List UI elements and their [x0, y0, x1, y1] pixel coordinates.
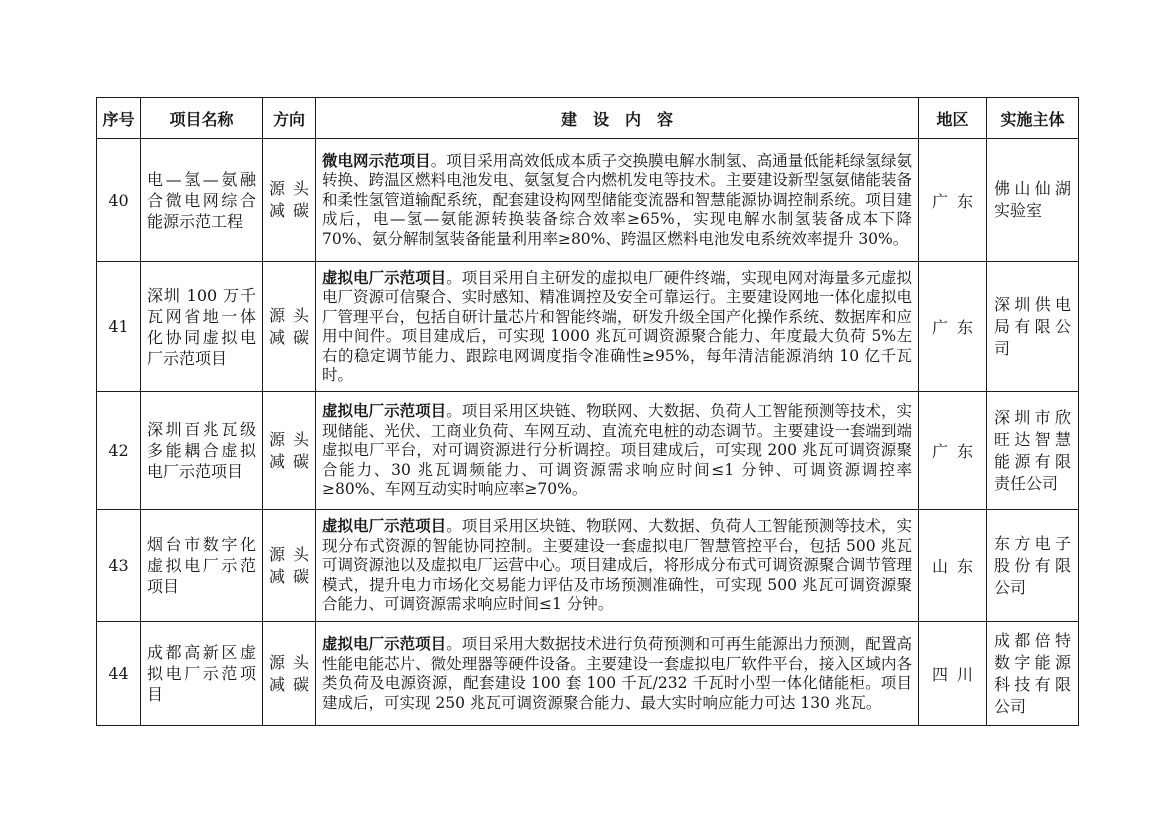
- cell-project-name: 深圳 100 万千瓦网省地一体化协同虚拟电厂示范项目: [141, 262, 263, 392]
- cell-region: 广东: [919, 139, 987, 262]
- cell-no: 43: [97, 510, 141, 622]
- table-row: [97, 139, 1079, 262]
- content-lead-bold: 微电网示范项目: [322, 150, 431, 170]
- content-lead-bold: 虚拟电厂示范项目: [322, 634, 447, 653]
- cell-direction: 源头减碳: [263, 392, 316, 510]
- table-header-row: [97, 98, 1079, 139]
- cell-no: 42: [97, 392, 141, 510]
- cell-content: [316, 392, 919, 510]
- cell-entity: 佛山仙湖实验室: [987, 139, 1079, 262]
- cell-direction: 源头减碳: [263, 510, 316, 622]
- cell-no: 41: [97, 262, 141, 392]
- table-row: [97, 622, 1079, 726]
- content-body: 。项目采用区块链、物联网、大数据、负荷人工智能预测等技术，实现储能、光伏、工商业负荷、车网互动、直流充电桩的动态调节。主要建设一套端到端虚拟电厂平台，对可调资源进行分析调控。项目建成后，可实现 200 兆瓦可调资源聚合能力、30 兆瓦调频能力、可调资源需求响应时间≤1 分钟、可调资源调控率≥80%、车网互动实时响应率≥70%。: [322, 402, 912, 499]
- table-row: [97, 392, 1079, 510]
- cell-project-name: 烟台市数字化虚拟电厂示范项目: [141, 510, 263, 622]
- cell-direction: 源头减碳: [263, 622, 316, 726]
- cell-region: 广东: [919, 392, 987, 510]
- cell-entity: 东方电子股份有限公司: [987, 510, 1079, 622]
- content-lead-bold: 虚拟电厂示范项目: [322, 516, 447, 536]
- content-body: 。项目采用区块链、物联网、大数据、负荷人工智能预测等技术，实现分布式资源的智能协同控制。主要建设一套虚拟电厂智慧管控平台，包括 500 兆瓦可调资源池以及虚拟电厂运营中心。项目建成后，将形成分布式可调资源聚合调节管理模式，提升电力市场化交易能力评估及市场预测准确性，可实现 500 兆瓦可调资源聚合能力、可调资源需求响应时间≤1 分钟。: [322, 517, 912, 614]
- header-cell-entity: 实施主体: [987, 98, 1079, 139]
- cell-project-name: 电—氢—氨融合微电网综合能源示范工程: [141, 139, 263, 262]
- cell-direction: 源头减碳: [263, 262, 316, 392]
- cell-direction: 源头减碳: [263, 139, 316, 262]
- cell-content: [316, 510, 919, 622]
- cell-entity: 深圳供电局有限公司: [987, 262, 1079, 392]
- cell-no: 44: [97, 622, 141, 726]
- header-cell-no: 序号: [97, 98, 141, 139]
- cell-no: 40: [97, 139, 141, 262]
- cell-region: 山东: [919, 510, 987, 622]
- header-cell-direction: 方向: [263, 98, 316, 139]
- content-body: 。项目采用自主研发的虚拟电厂硬件终端，实现电网对海量多元虚拟电厂资源可信聚合、实时感知、精准调控及安全可靠运行。主要建设网地一体化虚拟电厂管理平台，包括自研计量芯片和智能终端，研发升级全国产化操作系统、数据库和应用中间件。项目建成后，可实现 1000 兆瓦可调资源聚合能力、年度最大负荷 5%左右的稳定调节能力、跟踪电网调度指令准确性≥95%，每年清洁能源消纳 10 亿千瓦时。: [322, 268, 912, 384]
- content-body: 。项目采用大数据技术进行负荷预测和可再生能源出力预测，配置高性能电能芯片、微处理器等硬件设备。主要建设一套虚拟电厂软件平台，接入区域内各类负荷及电源资源，配套建设 100 套 100 千瓦/232 千瓦时小型一体化储能柜。项目建成后，可实现 250 兆瓦可调资源聚合能力、最大实时响应能力可达 130 兆瓦。: [322, 635, 912, 712]
- table-row: [97, 262, 1079, 392]
- projects-table: [96, 97, 1079, 726]
- content-lead-bold: 虚拟电厂示范项目: [322, 267, 447, 287]
- header-cell-region: 地区: [919, 98, 987, 139]
- cell-project-name: 成都高新区虚拟电厂示范项目: [141, 622, 263, 726]
- cell-project-name: 深圳百兆瓦级多能耦合虚拟电厂示范项目: [141, 392, 263, 510]
- cell-region: 四川: [919, 622, 987, 726]
- cell-entity: 成都倍特数字能源科技有限公司: [987, 622, 1079, 726]
- cell-content: [316, 622, 919, 726]
- header-cell-content: 建 设 内 容: [316, 98, 919, 139]
- content-body: 。项目采用高效低成本质子交换膜电解水制氢、高通量低能耗绿氢绿氨转换、跨温区燃料电池发电、氨氢复合内燃机发电等技术。主要建设新型氢氨储能装备和柔性氢管道输配系统，配套建设构网型储能变流器和智慧能源协调控制系统。项目建成后，电—氢—氨能源转换装备综合效率≥65%，实现电解水制氢装备成本下降 70%、氨分解制氢装备能量利用率≥80%、跨温区燃料电池发电系统效率提升 30%。: [322, 151, 912, 248]
- header-cell-project-name: 项目名称: [141, 98, 263, 139]
- cell-entity: 深圳市欣旺达智慧能源有限责任公司: [987, 392, 1079, 510]
- content-lead-bold: 虚拟电厂示范项目: [322, 401, 447, 421]
- table-row: [97, 510, 1079, 622]
- cell-content: [316, 262, 919, 392]
- cell-content: [316, 139, 919, 262]
- cell-region: 广东: [919, 262, 987, 392]
